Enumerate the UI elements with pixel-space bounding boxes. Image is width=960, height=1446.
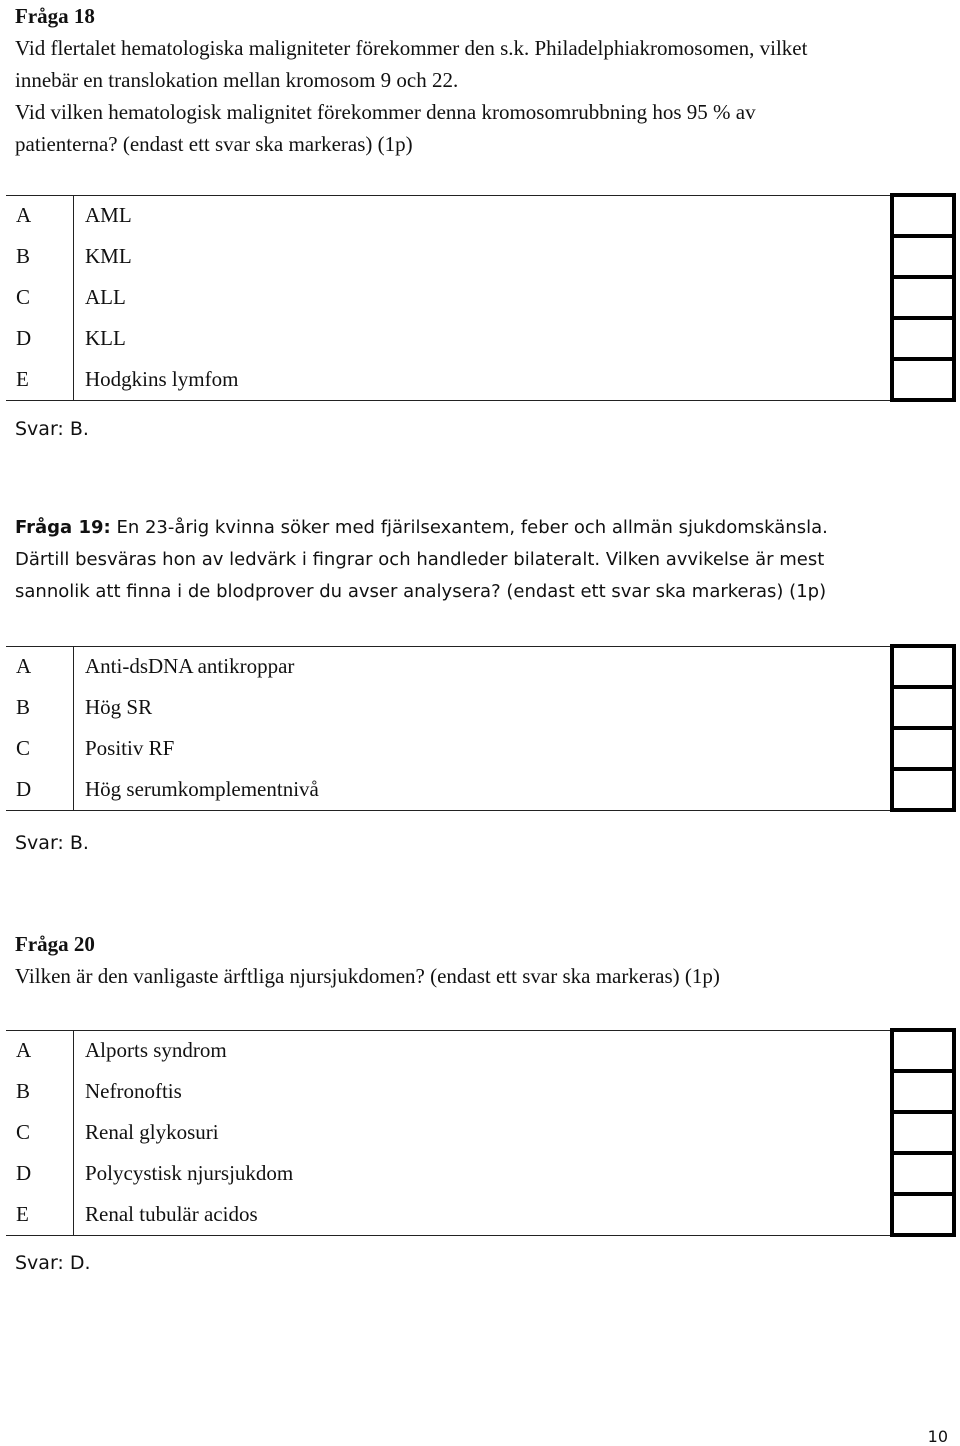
option-letter: A [6,195,74,236]
option-row [6,1071,954,1112]
question-text-line: innebär en translokation mellan kromosom 9 och 22. [15,68,459,92]
answer-checkbox[interactable] [892,1194,954,1235]
answer-text: Svar: D. [15,1252,91,1274]
question-text-line: Vilken är den vanligaste ärftliga njursjukdomen? (endast ett svar ska markeras) (1p) [15,964,720,988]
option-letter: C [6,1112,74,1153]
option-text: ALL [74,277,893,318]
option-row [6,728,954,769]
answer-checkbox[interactable] [892,687,954,728]
option-row [6,1194,954,1235]
option-letter: A [6,1030,74,1071]
option-text: Hög SR [74,687,893,728]
answer-checkbox[interactable] [892,1071,954,1112]
answer-checkbox[interactable] [892,236,954,277]
question-title: Fråga 20 [15,932,95,956]
option-letter: D [6,769,74,810]
page-number: 10 [927,1427,948,1446]
option-text: Positiv RF [74,728,893,769]
answer-checkbox[interactable] [892,769,954,810]
question-title: Fråga 19: [15,517,111,538]
question-text-line: patienterna? (endast ett svar ska markeras) (1p) [15,132,413,156]
question-18 [15,0,945,160]
answer-checkbox[interactable] [892,1112,954,1153]
options-table-q19 [6,644,956,812]
option-row [6,318,954,359]
question-text-line: Därtill besväras hon av ledvärk i fingrar och handleder bilateralt. Vilken avvikelse är mest [15,549,825,570]
answer-checkbox[interactable] [892,1030,954,1071]
option-letter: D [6,318,74,359]
option-letter: D [6,1153,74,1194]
option-text: KLL [74,318,893,359]
option-letter: B [6,236,74,277]
option-text: AML [74,195,893,236]
option-row [6,1030,954,1071]
option-text: Polycystisk njursjukdom [74,1153,893,1194]
option-letter: C [6,277,74,318]
option-row [6,646,954,687]
option-row [6,236,954,277]
answer-checkbox[interactable] [892,318,954,359]
answer-checkbox[interactable] [892,277,954,318]
question-text-line: sannolik att finna i de blodprover du avser analysera? (endast ett svar ska markeras) (1p) [15,581,827,602]
question-20 [15,928,945,992]
option-text: KML [74,236,893,277]
answer-text: Svar: B. [15,832,89,854]
answer-checkbox[interactable] [892,1153,954,1194]
option-text: Nefronoftis [74,1071,893,1112]
answer-checkbox[interactable] [892,646,954,687]
option-row [6,687,954,728]
option-text: Hög serumkomplementnivå [74,769,893,810]
option-text: Renal tubulär acidos [74,1194,893,1235]
answer-checkbox[interactable] [892,728,954,769]
question-title: Fråga 18 [15,4,95,28]
answer-text: Svar: B. [15,418,89,440]
option-row [6,769,954,810]
option-letter: E [6,1194,74,1235]
option-text: Anti-dsDNA antikroppar [74,646,893,687]
question-19 [15,512,945,608]
option-letter: A [6,646,74,687]
option-letter: B [6,687,74,728]
options-table-q20 [6,1028,956,1237]
option-row [6,1112,954,1153]
option-text: Renal glykosuri [74,1112,893,1153]
option-row [6,195,954,236]
option-text: Hodgkins lymfom [74,359,893,400]
option-row [6,277,954,318]
answer-checkbox[interactable] [892,359,954,400]
answer-checkbox[interactable] [892,195,954,236]
question-text-line: Vid flertalet hematologiska maligniteter förekommer den s.k. Philadelphiakromosomen, vilket [15,36,808,60]
options-table-q18 [6,193,956,402]
question-text-line: Vid vilken hematologisk malignitet förekommer denna kromosomrubbning hos 95 % av [15,100,756,124]
option-text: Alports syndrom [74,1030,893,1071]
option-row [6,1153,954,1194]
option-row [6,359,954,400]
option-letter: B [6,1071,74,1112]
question-text-line: En 23-årig kvinna söker med fjärilsexantem, feber och allmän sjukdomskänsla. [110,517,828,538]
option-letter: E [6,359,74,400]
option-letter: C [6,728,74,769]
